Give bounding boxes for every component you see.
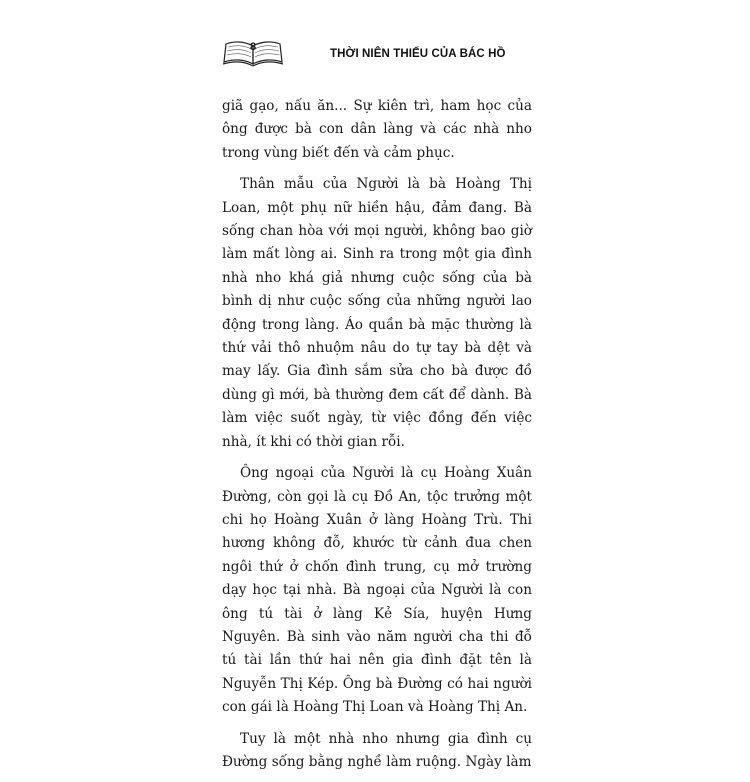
paragraph: Ông ngoại của Người là cụ Hoàng Xuân Đường, còn gọi là cụ Đồ An, tộc trưởng một chi họ Hoàng Xuân ở làng Hoàng Trù. Thi hương không đỗ, khước từ cảnh đua chen ngôi thứ ở chốn đình trung, cụ mở trường dạy học tại nhà. Bà ngoại của Người là con ông tú tài ở làng Kẻ Sía, huyện Hưng Nguyên. Bà sinh vào năm người cha thi đỗ tú tài lần thứ hai nên gia đình đặt tên là Nguyễn Thị Kép. Ông bà Đường có hai người con gái là Hoàng Thị Loan và Hoàng Thị An. — [222, 465, 532, 716]
body-text — [222, 95, 532, 782]
running-title: THỜI NIÊN THIẾU CỦA BÁC HỒ — [330, 48, 506, 60]
page-header — [222, 32, 522, 72]
paragraph: Tuy là một nhà nho nhưng gia đình cụ Đường sống bằng nghề làm ruộng. Ngày làm — [222, 730, 532, 770]
paragraph: Thân mẫu của Người là bà Hoàng Thị Loan, một phụ nữ hiền hậu, đảm đang. Bà sống chan hòa với mọi người, không bao giờ làm mất lòng ai. Sinh ra trong một gia đình nhà nho khá giả nhưng cuộc sống của bà bình dị như cuộc sống của những người lao động trong làng. Áo quần bà mặc thường là thứ vải thô nhuộm nâu do tự tay bà dệt và may lấy. Gia đình sắm sửa cho bà được đồ dùng gì mới, bà thường đem cất để dành. Bà làm việc suốt ngày, từ việc đồng đến việc nhà, ít khi có thời gian rỗi. — [222, 176, 532, 450]
page-number: 8 — [249, 41, 257, 53]
paragraph: giã gạo, nấu ăn... Sự kiên trì, ham học của ông được bà con dân làng và các nhà nho trong vùng biết đến và cảm phục. — [222, 98, 532, 161]
